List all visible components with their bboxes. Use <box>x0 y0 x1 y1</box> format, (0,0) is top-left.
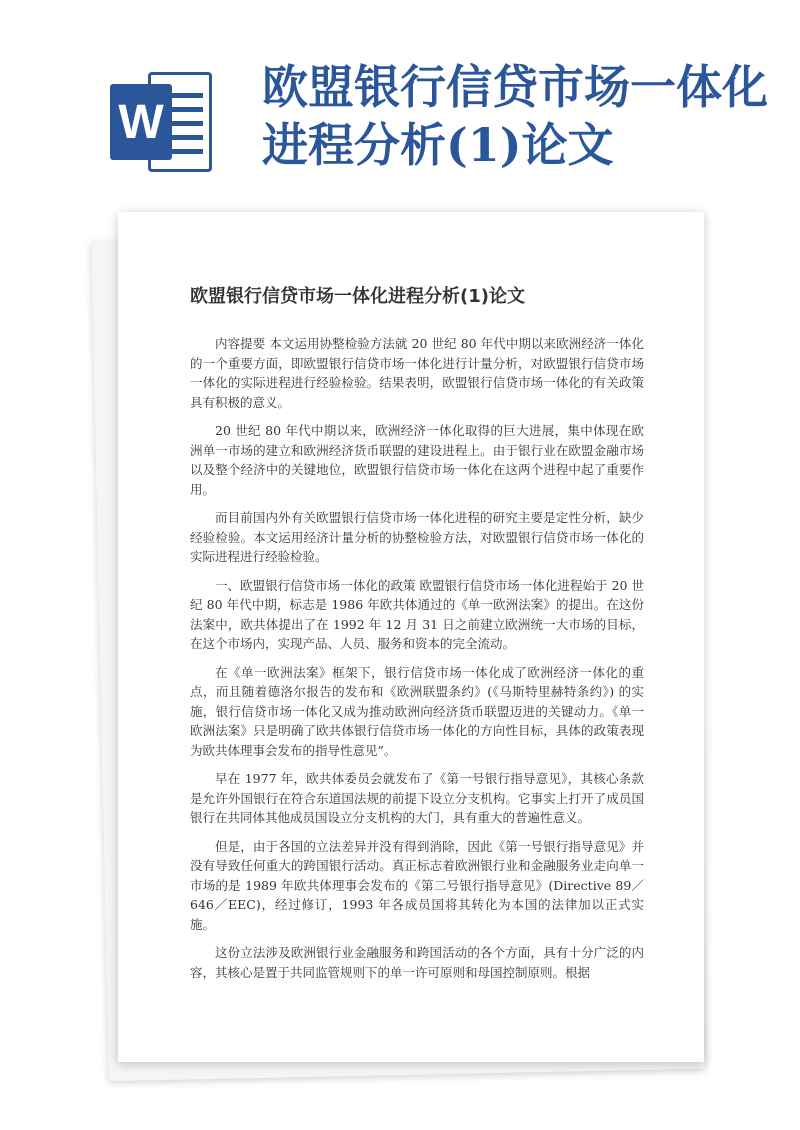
paragraph: 早在 1977 年，欧共体委员会就发布了《第一号银行指导意见》，其核心条款是允许外国银行在符合东道国法规的前提下设立分支机构。它事实上打开了成员国银行在共同体其他成员国设立分支机构的大门，具有重大的普遍性意义。 <box>190 771 644 825</box>
paragraph: 这份立法涉及欧洲银行业金融服务和跨国活动的各个方面，具有十分广泛的内容，其核心是置于共同监管规则下的单一许可原则和母国控制原则。根据 <box>190 945 644 980</box>
word-document-icon <box>110 72 214 172</box>
paragraph: 20 世纪 80 年代中期以来，欧洲经济一体化取得的巨大进展，集中体现在欧洲单一市场的建立和欧洲经济货币联盟的建设进程上。由于银行业在欧盟金融市场以及整个经济中的关键地位，欧盟银行信贷市场一体化在这两个进程中起了重要作用。 <box>190 423 644 497</box>
document-page <box>118 212 704 1062</box>
paragraph-section-1: 一、欧盟银行信贷市场一体化的政策 欧盟银行信贷市场一体化进程始于 20 世纪 80 年代中期，标志是 1986 年欧共体通过的《单一欧洲法案》的提出。在这份法案中，欧共体提出了在 1992 年 12 月 31 日之前建立欧洲统一大市场的目标，在这个市场内，实现产品、人员、服务和资本的完全流动。 <box>190 577 644 651</box>
paragraph: 而目前国内外有关欧盟银行信贷市场一体化进程的研究主要是定性分析，缺少经验检验。本文运用经济计量分析的协整检验方法，对欧盟银行信贷市场一体化的实际进程进行经验检验。 <box>190 510 644 564</box>
banner-title: 欧盟银行信贷市场一体化进程分析(1)论文 <box>262 60 768 172</box>
document-title: 欧盟银行信贷市场一体化进程分析(1)论文 <box>190 286 525 307</box>
paragraph: 但是，由于各国的立法差异并没有得到消除，因此《第一号银行指导意见》并没有导致任何重大的跨国银行活动。真正标志着欧洲银行业和金融服务业走向单一市场的是 1989 年欧共体理事会发布的《第二号银行指导意见》(Directive 89／646／EEC)，经过修订，1993 年各成员国将其转化为本国的法律加以正式实施。 <box>190 838 644 932</box>
paragraph-abstract: 内容提要 本文运用协整检验方法就 20 世纪 80 年代中期以来欧洲经济一体化的一个重要方面，即欧盟银行信贷市场一体化进行计量分析，对欧盟银行信贷市场一体化的实际进程进行经验检验。结果表明，欧盟银行信贷市场一体化的有关政策具有积极的意义。 <box>190 336 644 410</box>
banner <box>0 0 800 200</box>
paragraph: 在《单一欧洲法案》框架下，银行信贷市场一体化成了欧洲经济一体化的重点，而且随着德洛尔报告的发布和《欧洲联盟条约》(《马斯特里赫特条约》) 的实施，银行信贷市场一体化又成为推动欧洲向经济货币联盟迈进的关键动力。《单一欧洲法案》只是明确了欧共体银行信贷市场一体化的方向性目标，具体的政策表现为欧共体理事会发布的指导性意见”。 <box>190 664 644 758</box>
word-letter-badge: W <box>110 84 172 160</box>
